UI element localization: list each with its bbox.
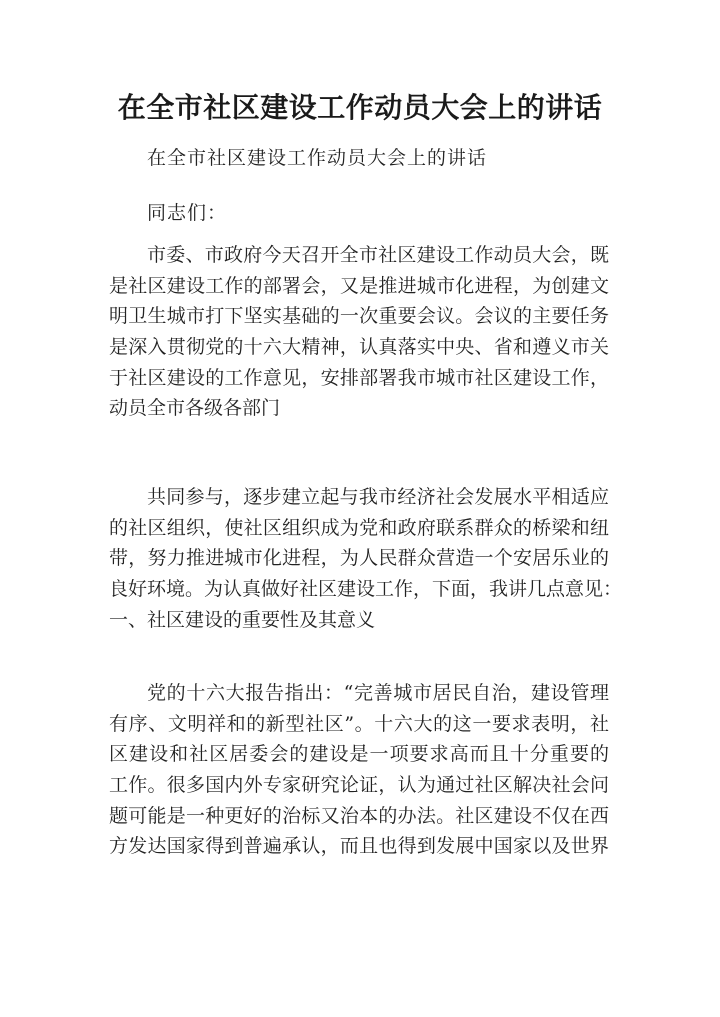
salutation: 同志们： — [147, 202, 228, 224]
section-heading: 一、社区建设的重要性及其意义 — [109, 608, 376, 631]
paragraph-line: 党的十六大报告指出：“完善城市居民自治，建设管理 — [147, 682, 609, 704]
paragraph-line: 明卫生城市打下坚实基础的一次重要会议。会议的主要任务 — [109, 305, 609, 328]
paragraph-3 — [109, 678, 609, 862]
paragraph-line: 工作。很多国内外专家研究论证，认为通过社区解决社会问 — [109, 774, 609, 797]
paragraph-line: 有序、文明祥和的新型社区”。十六大的这一要求表明，社 — [109, 712, 609, 735]
paragraph-line: 共同参与，逐步建立起与我市经济社会发展水平相适应 — [147, 486, 609, 508]
paragraph-line: 良好环境。为认真做好社区建设工作，下面，我讲几点意见： — [109, 578, 623, 601]
paragraph-1 — [109, 240, 609, 424]
document-title: 在全市社区建设工作动员大会上的讲话 — [117, 91, 603, 124]
paragraph-line: 区建设和社区居委会的建设是一项要求高而且十分重要的 — [109, 743, 609, 766]
paragraph-line: 动员全市各级各部门 — [109, 397, 281, 420]
paragraph-line: 是深入贯彻党的十六大精神，认真落实中央、省和遵义市关 — [109, 336, 609, 359]
paragraph-line: 的社区组织，使社区组织成为党和政府联系群众的桥梁和纽 — [109, 516, 609, 539]
paragraph-line: 题可能是一种更好的治标又治本的办法。社区建设不仅在西 — [109, 804, 609, 827]
paragraph-line: 是社区建设工作的部署会，又是推进城市化进程，为创建文 — [109, 274, 609, 297]
paragraph-line: 市委、市政府今天召开全市社区建设工作动员大会，既 — [147, 244, 609, 266]
paragraph-line: 带，努力推进城市化进程，为人民群众营造一个安居乐业的 — [109, 547, 609, 570]
paragraph-2 — [109, 482, 623, 635]
paragraph-line: 于社区建设的工作意见，安排部署我市城市社区建设工作， — [109, 366, 609, 389]
document-subtitle: 在全市社区建设工作动员大会上的讲话 — [147, 147, 488, 169]
paragraph-line: 方发达国家得到普遍承认，而且也得到发展中国家以及世界 — [109, 835, 609, 858]
